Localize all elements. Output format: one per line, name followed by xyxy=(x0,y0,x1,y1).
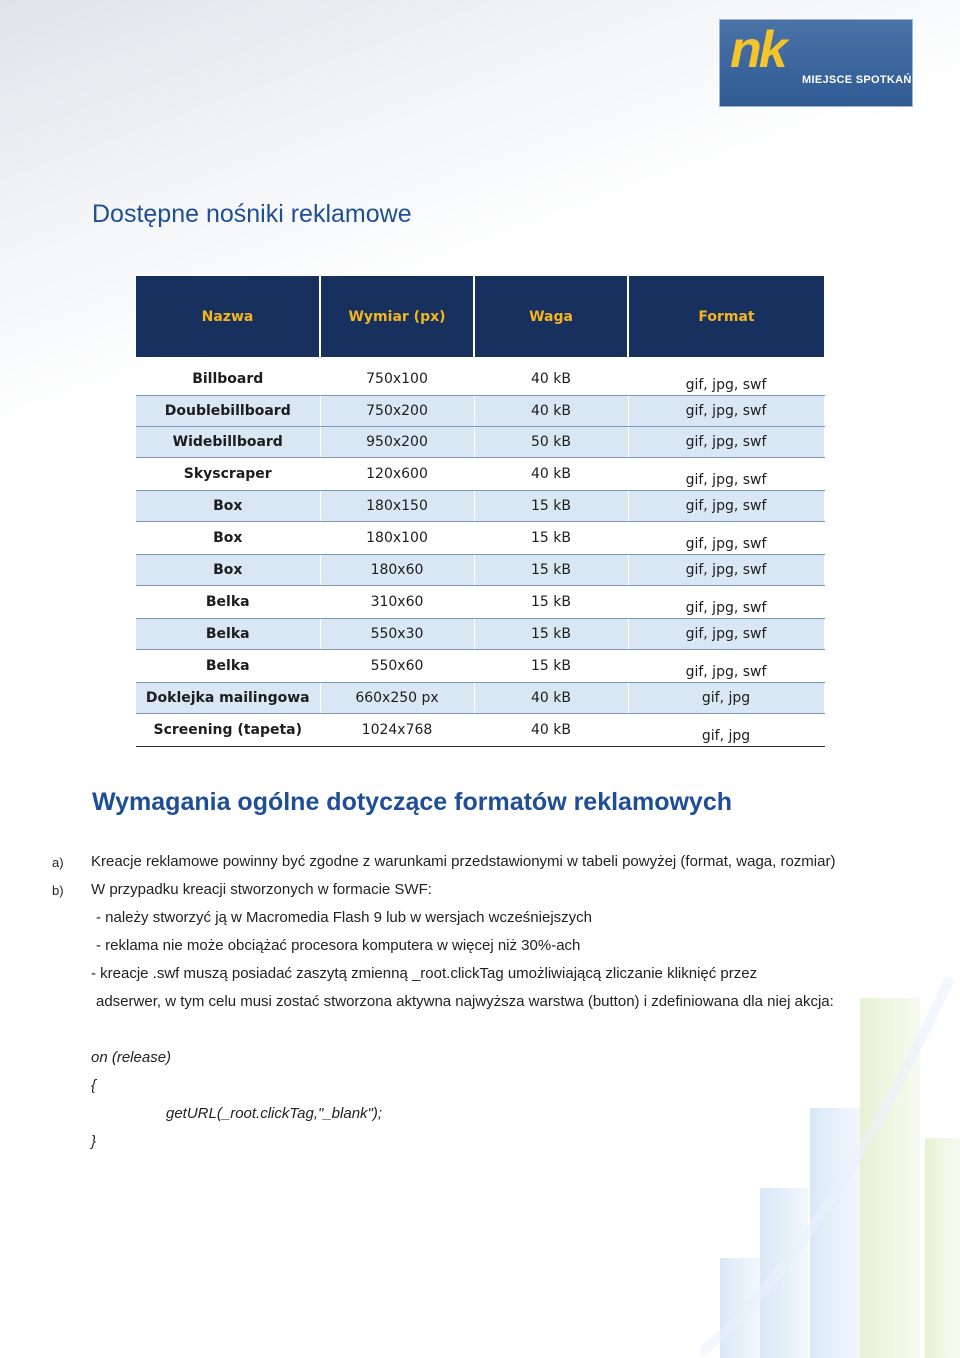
cell-weight: 15 kB xyxy=(474,491,628,522)
cell-name: Doklejka mailingowa xyxy=(136,683,320,714)
cell-format: gif, jpg, swf xyxy=(628,522,824,555)
cell-weight: 40 kB xyxy=(474,458,628,491)
table-row xyxy=(136,555,824,586)
cell-format: gif, jpg, swf xyxy=(628,427,824,458)
cell-size: 180x150 xyxy=(320,491,474,522)
cell-size: 550x60 xyxy=(320,650,474,683)
cell-name: Box xyxy=(136,522,320,555)
cell-weight: 40 kB xyxy=(474,683,628,714)
table-row xyxy=(136,650,824,683)
code-line-4: } xyxy=(91,1133,97,1150)
header-format: Format xyxy=(628,276,824,357)
requirements-heading: Wymagania ogólne dotyczące formatów reklamowych xyxy=(92,788,732,816)
cell-size: 550x30 xyxy=(320,619,474,650)
cell-weight: 15 kB xyxy=(474,522,628,555)
header-wymiar: Wymiar (px) xyxy=(320,276,474,357)
cell-name: Widebillboard xyxy=(136,427,320,458)
table-row xyxy=(136,427,824,458)
ad-formats-table xyxy=(136,276,825,747)
cell-format: gif, jpg, swf xyxy=(628,586,824,619)
table-row xyxy=(136,363,824,396)
cell-name: Belka xyxy=(136,650,320,683)
decorative-bar-graphic xyxy=(700,958,960,1358)
code-line-3: getURL(_root.clickTag,"_blank"); xyxy=(166,1105,383,1122)
item-b-sub-2: - reklama nie może obciążać procesora komputera w więcej niż 30%-ach xyxy=(96,937,581,954)
cell-format: gif, jpg xyxy=(628,714,824,747)
cell-size: 750x200 xyxy=(320,396,474,427)
code-line-1: on (release) xyxy=(91,1049,172,1066)
cell-name: Box xyxy=(136,491,320,522)
cell-name: Box xyxy=(136,555,320,586)
cell-weight: 15 kB xyxy=(474,586,628,619)
item-b-label: b) xyxy=(52,883,64,898)
cell-size: 1024x768 xyxy=(320,714,474,747)
cell-weight: 15 kB xyxy=(474,650,628,683)
cell-name: Billboard xyxy=(136,363,320,396)
cell-size: 950x200 xyxy=(320,427,474,458)
table-row xyxy=(136,491,824,522)
logo-mark: nk xyxy=(730,21,785,79)
cell-format: gif, jpg, swf xyxy=(628,619,824,650)
table-row xyxy=(136,586,824,619)
cell-format: gif, jpg, swf xyxy=(628,396,824,427)
cell-weight: 40 kB xyxy=(474,714,628,747)
cell-format: gif, jpg, swf xyxy=(628,363,824,396)
cell-format: gif, jpg xyxy=(628,683,824,714)
header-waga: Waga xyxy=(474,276,628,357)
header-nazwa: Nazwa xyxy=(136,276,320,357)
cell-size: 310x60 xyxy=(320,586,474,619)
cell-weight: 40 kB xyxy=(474,396,628,427)
cell-size: 120x600 xyxy=(320,458,474,491)
table-row xyxy=(136,458,824,491)
cell-name: Belka xyxy=(136,619,320,650)
cell-size: 180x60 xyxy=(320,555,474,586)
cell-name: Screening (tapeta) xyxy=(136,714,320,747)
item-b-sub-1: - należy stworzyć ją w Macromedia Flash 9 lub w wersjach wcześniejszych xyxy=(96,909,592,926)
item-b-text: W przypadku kreacji stworzonych w formacie SWF: xyxy=(91,881,432,898)
table-row xyxy=(136,683,824,714)
cell-weight: 15 kB xyxy=(474,555,628,586)
item-b-sub-3-cont: adserwer, w tym celu musi zostać stworzona aktywna najwyższa warstwa (button) i zdefiniowana dla niej akcja: xyxy=(96,993,834,1010)
cell-weight: 40 kB xyxy=(474,363,628,396)
table-row xyxy=(136,522,824,555)
item-a-text: Kreacje reklamowe powinny być zgodne z warunkami przedstawionymi w tabeli powyżej (format, waga, rozmiar) xyxy=(91,853,836,870)
cell-format: gif, jpg, swf xyxy=(628,458,824,491)
cell-name: Doublebillboard xyxy=(136,396,320,427)
table-header-row xyxy=(136,276,824,357)
item-a-label: a) xyxy=(52,855,64,870)
cell-size: 180x100 xyxy=(320,522,474,555)
code-line-2: { xyxy=(91,1077,97,1094)
logo-tagline: MIEJSCE SPOTKAŃ xyxy=(802,74,912,86)
cell-weight: 15 kB xyxy=(474,619,628,650)
item-b-sub-3: - kreacje .swf muszą posiadać zaszytą zmienną _root.clickTag umożliwiającą zliczanie kliknięć przez xyxy=(91,965,758,982)
cell-size: 750x100 xyxy=(320,363,474,396)
table-row xyxy=(136,619,824,650)
cell-name: Belka xyxy=(136,586,320,619)
cell-format: gif, jpg, swf xyxy=(628,650,824,683)
cell-format: gif, jpg, swf xyxy=(628,555,824,586)
table-row xyxy=(136,396,824,427)
cell-name: Skyscraper xyxy=(136,458,320,491)
cell-weight: 50 kB xyxy=(474,427,628,458)
cell-format: gif, jpg, swf xyxy=(628,491,824,522)
cell-size: 660x250 px xyxy=(320,683,474,714)
page-title: Dostępne nośniki reklamowe xyxy=(92,200,412,228)
table-row xyxy=(136,714,824,747)
nk-logo xyxy=(719,19,913,107)
